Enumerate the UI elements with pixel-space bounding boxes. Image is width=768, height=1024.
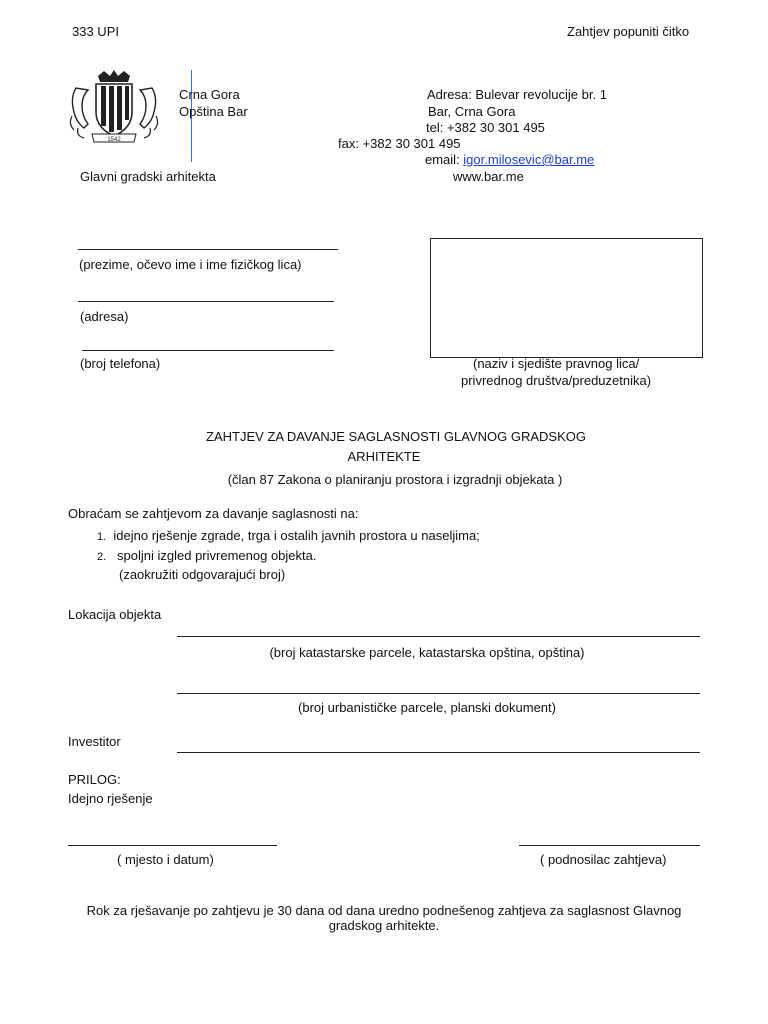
option-item-2[interactable] bbox=[97, 548, 316, 563]
investor-label: Investitor bbox=[68, 734, 121, 749]
contact-web: www.bar.me bbox=[453, 169, 524, 184]
address-hint: (adresa) bbox=[80, 309, 129, 324]
deadline-note-line2: gradskog arhitekte. bbox=[328, 918, 440, 933]
coat-of-arms-logo bbox=[66, 68, 162, 144]
attachment-label: PRILOG: bbox=[68, 772, 121, 787]
contact-address: Adresa: Bulevar revolucije br. 1 bbox=[427, 87, 607, 102]
applicant-signature-line[interactable] bbox=[519, 845, 700, 846]
contact-city: Bar, Crna Gora bbox=[428, 104, 516, 119]
address-line[interactable] bbox=[78, 301, 334, 302]
request-intro: Obraćam se zahtjevom za davanje saglasnosti na: bbox=[68, 506, 359, 521]
option-text-2: spoljni izgled privremenog objekta. bbox=[117, 548, 317, 563]
urban-parcel-hint: (broj urbanističke parcele, planski dokument) bbox=[298, 700, 556, 715]
name-line[interactable] bbox=[78, 249, 338, 250]
form-note: Zahtjev popuniti čitko bbox=[567, 24, 690, 39]
legal-entity-hint-1: (naziv i sjedište pravnog lica/ bbox=[473, 356, 640, 371]
applicant-signature-hint: ( podnosilac zahtjeva) bbox=[540, 852, 667, 867]
contact-email-link[interactable]: igor.milosevic@bar.me bbox=[463, 152, 595, 167]
contact-fax: fax: +382 30 301 495 bbox=[338, 136, 461, 151]
form-code: 333 UPI bbox=[72, 24, 119, 39]
contact-email-row bbox=[425, 152, 594, 167]
phone-line[interactable] bbox=[82, 350, 334, 351]
investor-line[interactable] bbox=[177, 752, 700, 753]
request-title-line1: ZAHTJEV ZA DAVANJE SAGLASNOSTI GLAVNOG GRADSKOG bbox=[206, 429, 586, 444]
location-label: Lokacija objekta bbox=[68, 607, 162, 622]
department-name: Glavni gradski arhitekta bbox=[80, 169, 216, 184]
contact-email-label: email: bbox=[425, 152, 464, 167]
contact-tel: tel: +382 30 301 495 bbox=[426, 120, 545, 135]
name-hint: (prezime, očevo ime i ime fizičkog lica) bbox=[79, 257, 302, 272]
place-date-line[interactable] bbox=[68, 845, 277, 846]
legal-entity-box[interactable] bbox=[430, 238, 703, 358]
request-title-line2: ARHITEKTE bbox=[347, 449, 421, 464]
legal-entity-hint-2: privrednog društva/preduzetnika) bbox=[461, 373, 652, 388]
svg-text:1542: 1542 bbox=[107, 137, 121, 143]
circle-note: (zaokružiti odgovarajući broj) bbox=[119, 567, 286, 582]
option-number-1: 1. bbox=[97, 531, 107, 543]
municipality-name: Opština Bar bbox=[179, 104, 248, 119]
country-name: Crna Gora bbox=[179, 87, 240, 102]
cadastral-hint: (broj katastarske parcele, katastarska opština, opština) bbox=[269, 645, 585, 660]
attachment-item: Idejno rješenje bbox=[68, 791, 153, 806]
deadline-note-line1: Rok za rješavanje po zahtjevu je 30 dana od dana uredno podnešenog zahtjeva za saglasnost Glavnog bbox=[86, 903, 682, 918]
place-date-hint: ( mjesto i datum) bbox=[117, 852, 214, 867]
request-subtitle: (član 87 Zakona o planiranju prostora i izgradnji objekata ) bbox=[227, 472, 563, 487]
phone-hint: (broj telefona) bbox=[80, 356, 161, 371]
option-text-1: idejno rješenje zgrade, trga i ostalih javnih prostora u naseljima; bbox=[113, 528, 480, 543]
option-number-2: 2. bbox=[97, 551, 107, 563]
option-item-1[interactable] bbox=[97, 528, 480, 543]
urban-parcel-line[interactable] bbox=[177, 693, 700, 694]
cadastral-line[interactable] bbox=[177, 636, 700, 637]
